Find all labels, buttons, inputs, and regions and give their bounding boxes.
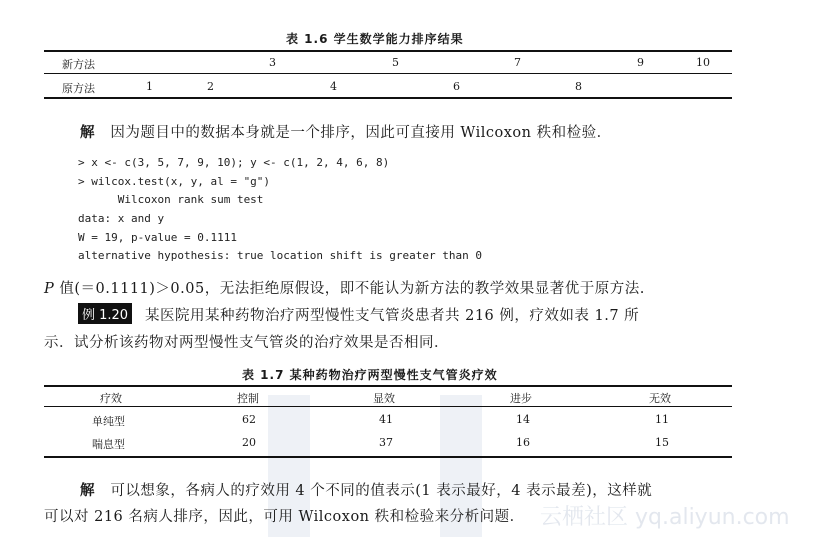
table1-bottom-rule (44, 97, 732, 99)
table2-cell: 62 (242, 413, 256, 426)
table2-header: 显效 (373, 392, 395, 405)
table1-middle-rule (44, 73, 732, 74)
table2-cell: 37 (379, 436, 393, 449)
solution1-paragraph (80, 121, 612, 142)
table1-row2-value: 2 (207, 80, 214, 93)
table2-header: 无效 (649, 392, 671, 405)
table1-row1-value: 10 (696, 56, 710, 69)
table1-row2-value: 8 (575, 80, 582, 93)
table2-cell: 14 (516, 413, 530, 426)
table1-caption: 表 1.6 学生数学能力排序结果 (286, 32, 464, 46)
table2-bottom-rule (44, 456, 732, 458)
code-line: > x <- c(3, 5, 7, 9, 10); y <- c(1, 2, 4, 6, 8) (78, 156, 390, 169)
example-line1: 某医院用某种药物治疗两型慢性支气管炎患者共 216 例，疗效如表 1.7 所 (145, 308, 640, 324)
table2-header: 控制 (237, 392, 259, 405)
table2-cell: 20 (242, 436, 256, 449)
table2-row-label: 喘息型 (92, 438, 125, 451)
solution2-line1 (80, 479, 652, 500)
solution1-text: 因为题目中的数据本身就是一个排序，因此可直接用 Wilcoxon 秩和检验． (110, 125, 612, 141)
table1-row1-value: 3 (269, 56, 276, 69)
table2-header: 疗效 (100, 392, 122, 405)
example-line2: 示．试分析该药物对两型慢性支气管炎的治疗效果是否相同． (44, 335, 449, 351)
code-line: > wilcox.test(x, y, al = "g") (78, 175, 271, 188)
table2-cell: 15 (655, 436, 669, 449)
watermark: 云栖社区 yq.aliyun.com (540, 505, 790, 530)
table1-row1-value: 5 (392, 56, 399, 69)
solution2-line2: 可以对 216 名病人排序，因此，可用 Wilcoxon 秩和检验来分析问题． (44, 509, 525, 525)
solution-marker: 解 (80, 483, 95, 499)
table2-header-rule (44, 406, 732, 407)
table1-row1-value: 7 (514, 56, 521, 69)
example-label: 例 1.20 (78, 303, 132, 324)
table1-row2-value: 6 (453, 80, 460, 93)
solution-marker: 解 (80, 125, 95, 141)
table1-row1-label: 新方法 (62, 58, 95, 71)
table1-top-rule (44, 50, 732, 52)
table2-caption: 表 1.7 某种药物治疗两型慢性支气管炎疗效 (242, 368, 498, 382)
table2-top-rule (44, 385, 732, 387)
code-line: Wilcoxon rank sum test (78, 193, 264, 206)
table1-row2-label: 原方法 (62, 82, 95, 95)
table2-cell: 16 (516, 436, 530, 449)
conclusion-text: 值(＝0.1111)＞0.05，无法拒绝原假设，即不能认为新方法的教学效果显著优于原方法. (54, 281, 645, 297)
table1-row1-value: 9 (637, 56, 644, 69)
code-line: W = 19, p-value = 0.1111 (78, 231, 237, 244)
table2-cell: 41 (379, 413, 393, 426)
table2-cell: 11 (655, 413, 669, 426)
solution2-text: 可以想象，各病人的疗效用 4 个不同的值表示(1 表示最好，4 表示最差)，这样就 (110, 483, 653, 499)
table2-row-label: 单纯型 (92, 415, 125, 428)
code-line: data: x and y (78, 212, 165, 225)
p-symbol: P (44, 281, 55, 297)
table1-row2-value: 1 (146, 80, 153, 93)
table2-header: 进步 (510, 392, 532, 405)
conclusion-paragraph (44, 277, 645, 298)
code-line: alternative hypothesis: true location shift is greater than 0 (78, 249, 482, 262)
table1-row2-value: 4 (330, 80, 337, 93)
